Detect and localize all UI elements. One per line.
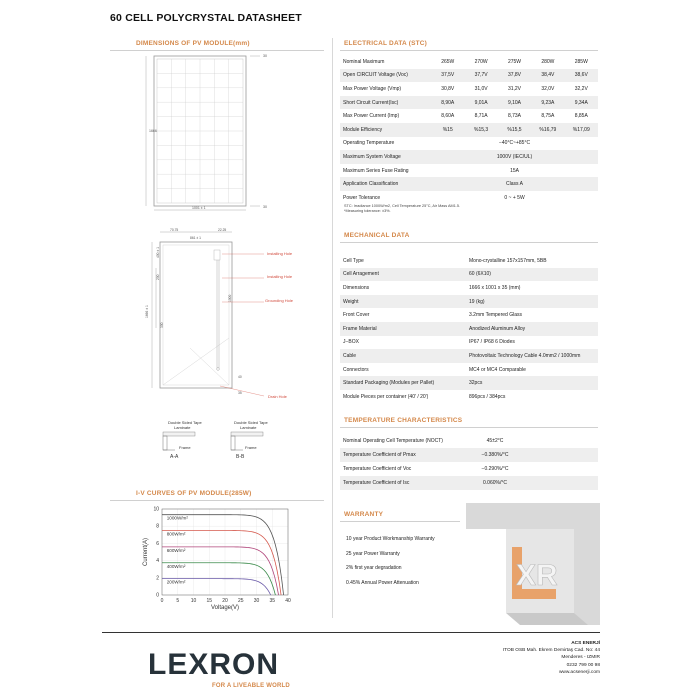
iv-curve-chart bbox=[140, 503, 300, 618]
section-aa-laminate-label: Laminate bbox=[174, 425, 191, 430]
series-label: 600W/m² bbox=[166, 547, 186, 553]
table-row bbox=[340, 254, 598, 268]
table-cell: %15,5 bbox=[498, 123, 531, 137]
table-row bbox=[340, 462, 598, 476]
y-tick-label: 10 bbox=[153, 506, 159, 513]
address-line-1: ITOB OSB Mah. Ekrem Demirtaş Cad. No: 44 bbox=[502, 648, 600, 654]
y-tick-label: 0 bbox=[156, 592, 159, 599]
y-tick-label: 4 bbox=[156, 558, 159, 565]
table-cell: 30,8V bbox=[441, 85, 455, 92]
table-cell: 9,10A bbox=[498, 96, 531, 110]
table-cell: 896pcs / 384pcs bbox=[469, 393, 506, 400]
table-cell: 1666 x 1001 x 35 (mm) bbox=[469, 284, 521, 291]
list-item: 25 year Power Warranty bbox=[346, 550, 400, 557]
table-cell: Nominal Maximum bbox=[343, 58, 385, 65]
table-cell: −40°C~+85°C bbox=[498, 140, 531, 147]
table-cell: 38,6V bbox=[565, 69, 598, 83]
website-link[interactable]: www.acsenerji.com bbox=[558, 669, 600, 675]
dim-300-label: 300 bbox=[160, 322, 164, 328]
table-cell: Maximum System Voltage bbox=[340, 150, 431, 164]
stc-note-line-1: STC: Irradiance 1000W/m2, Cell Temperature 25°C, Air Mass AM1.5. bbox=[344, 204, 461, 208]
table-cell: %15,3 bbox=[464, 123, 497, 137]
table-cell: Standard Packaging (Modules per Pallet) bbox=[340, 376, 466, 390]
table-row bbox=[340, 191, 598, 205]
table-cell: 19 (kg) bbox=[466, 295, 598, 309]
table-row bbox=[340, 164, 598, 178]
y-tick-label: 2 bbox=[156, 575, 159, 582]
dim-bottom-label: 30 bbox=[263, 205, 267, 209]
table-cell: %17,09 bbox=[565, 123, 598, 137]
temperature-table bbox=[340, 434, 598, 490]
table-cell: 9,23A bbox=[531, 96, 564, 110]
iv-curve-series bbox=[162, 547, 279, 595]
table-row bbox=[340, 349, 598, 363]
address-line-2: Menderes - IZMIR bbox=[561, 655, 600, 661]
table-cell: Photovoltaic Technology Cable 4.0mm2 / 1000mm bbox=[466, 349, 598, 363]
table-cell: Max Power Voltage (Vmp) bbox=[343, 85, 402, 92]
table-cell: 45±2°C bbox=[486, 438, 504, 444]
module-back-drawing bbox=[140, 228, 285, 404]
list-item: 2% first year degradation bbox=[346, 565, 402, 571]
table-row bbox=[340, 150, 598, 164]
table-cell: 8,71A bbox=[474, 113, 488, 120]
table-cell: Open CIRCUIT Voltage (Voc) bbox=[340, 69, 431, 83]
section-rule bbox=[110, 50, 324, 51]
table-cell: 31,0V bbox=[474, 85, 488, 92]
stc-note bbox=[344, 204, 460, 214]
section-aa-frame-label: Frame bbox=[179, 445, 191, 450]
x-tick-label: 40 bbox=[285, 598, 291, 604]
table-row bbox=[340, 476, 598, 490]
table-cell: 8,90A bbox=[431, 96, 464, 110]
table-cell: 280W bbox=[541, 58, 555, 65]
table-cell: 285W bbox=[574, 58, 588, 65]
table-cell: 8,85A bbox=[574, 113, 588, 120]
y-axis-label: Current(A) bbox=[143, 537, 149, 567]
table-cell: 8,75A bbox=[541, 113, 555, 120]
mechanical-table bbox=[340, 254, 598, 404]
table-cell: 31,2V bbox=[507, 85, 522, 92]
table-row bbox=[340, 322, 598, 336]
footer-rule bbox=[102, 632, 600, 633]
iv-curves-section-title: I-V CURVES OF PV MODULE(285W) bbox=[136, 490, 252, 497]
table-cell: 0 ~ + 5W bbox=[504, 194, 525, 201]
table-cell: 32,0V bbox=[541, 85, 555, 92]
table-cell: Front Cover bbox=[343, 312, 370, 319]
company-name: ACS ENERJİ bbox=[571, 641, 600, 646]
electrical-table bbox=[340, 55, 598, 205]
table-cell: Weight bbox=[340, 295, 466, 309]
dim-1000-label: 1000 bbox=[228, 294, 232, 302]
dimensions-section-title: DIMENSIONS OF PV MODULE(mm) bbox=[136, 40, 250, 47]
table-cell: Max Power Current (Imp) bbox=[343, 113, 400, 120]
table-cell: Temperature Coefficient of Voc bbox=[343, 466, 412, 472]
table-cell: MC4 or MC4 Comparable bbox=[469, 366, 526, 373]
table-cell: Cable bbox=[340, 349, 466, 363]
lexron-logo: LEXRON bbox=[148, 648, 280, 681]
table-cell: 0.060%/°C bbox=[470, 476, 520, 490]
section-rule bbox=[340, 242, 598, 243]
table-cell: −0.380%/°C bbox=[470, 448, 520, 462]
section-rule bbox=[340, 50, 598, 51]
grounding-hole-label: Grounding Hole bbox=[265, 298, 294, 303]
table-row bbox=[340, 308, 598, 322]
y-tick-label: 6 bbox=[156, 540, 159, 547]
list-item: 0.45% Annual Power Attenuation bbox=[346, 579, 419, 586]
side-dim-right: 22.25 bbox=[218, 228, 227, 232]
table-cell: 3.2mm Tempered Glass bbox=[469, 312, 522, 319]
table-row bbox=[340, 69, 598, 83]
x-tick-label: 35 bbox=[269, 598, 276, 604]
section-bb-name: B-B bbox=[236, 454, 245, 460]
table-cell: Connectors bbox=[343, 366, 369, 373]
table-cell: 275W bbox=[507, 58, 522, 65]
table-cell: Mono-crystalline 157x157mm, 5BB bbox=[469, 257, 547, 264]
table-cell: −0.290%/°C bbox=[481, 466, 509, 472]
table-cell: Anodized Aluminum Alloy bbox=[466, 322, 598, 336]
table-cell: 8,60A bbox=[441, 113, 455, 120]
x-tick-label: 5 bbox=[176, 598, 180, 604]
table-cell: Temperature Coefficient of Isc bbox=[340, 476, 470, 490]
module-front-drawing bbox=[140, 52, 280, 214]
table-cell: Class A bbox=[431, 177, 598, 191]
x-axis-label: Voltage(V) bbox=[210, 605, 240, 611]
dim-width-label: 1001 ± 1 bbox=[192, 206, 206, 210]
table-row bbox=[340, 268, 598, 282]
mechanical-section-title: MECHANICAL DATA bbox=[344, 232, 410, 239]
table-cell: Cell Type bbox=[343, 257, 364, 264]
table-row bbox=[340, 137, 598, 151]
table-row bbox=[340, 363, 598, 377]
stc-note-line-2: *Measuring tolerance: ±3%. bbox=[344, 209, 391, 213]
table-cell: IP67 / IP68 6 Diodes bbox=[469, 339, 515, 346]
y-tick-label: 8 bbox=[156, 523, 159, 530]
column-divider bbox=[332, 38, 333, 618]
table-cell: Application Classification bbox=[340, 177, 431, 191]
drain-hole-label: Drain Hole bbox=[268, 394, 287, 399]
table-row bbox=[340, 96, 598, 110]
section-rule bbox=[340, 521, 460, 522]
table-cell: 38,4V bbox=[531, 69, 564, 83]
table-cell: Dimensions bbox=[343, 284, 370, 291]
table-cell: Module Efficiency bbox=[340, 123, 431, 137]
page-title: 60 CELL POLYCRYSTAL DATASHEET bbox=[110, 12, 302, 24]
series-label: 200W/m² bbox=[166, 579, 186, 585]
table-cell: 8,73A bbox=[507, 113, 522, 120]
dim-40-label: 40 bbox=[238, 375, 242, 379]
table-cell: Cell Arragement bbox=[340, 268, 466, 282]
electrical-section-title: ELECTRICAL DATA (STC) bbox=[344, 40, 428, 47]
section-rule bbox=[340, 427, 598, 428]
series-label: 1000W/m² bbox=[166, 515, 188, 521]
series-label: 400W/m² bbox=[166, 563, 186, 569]
table-cell: 37,5V bbox=[431, 69, 464, 83]
section-bb-frame-label: Frame bbox=[245, 445, 257, 450]
table-cell: 9,01A bbox=[464, 96, 497, 110]
x-tick-label: 30 bbox=[253, 598, 260, 604]
table-cell: 9,34A bbox=[565, 96, 598, 110]
table-cell: Power Tolerance bbox=[343, 194, 381, 201]
section-bb-laminate-label: Laminate bbox=[240, 425, 257, 430]
series-label: 800W/m² bbox=[166, 531, 186, 537]
x-tick-label: 20 bbox=[222, 598, 228, 604]
table-cell: Temperature Coefficient of Pmax bbox=[340, 448, 470, 462]
xr-badge-graphic bbox=[466, 503, 600, 625]
table-row bbox=[340, 177, 598, 191]
table-cell: Operating Temperature bbox=[343, 140, 395, 147]
section-rule bbox=[110, 500, 324, 501]
installing-hole-label-2: Installing Hole bbox=[267, 274, 293, 279]
list-item: 10 year Product Workmanship Warranty bbox=[346, 536, 435, 542]
table-cell: 37,7V bbox=[464, 69, 497, 83]
dim-height-label: 1666 bbox=[149, 129, 157, 133]
table-cell: 265W bbox=[441, 58, 455, 65]
warranty-section-title: WARRANTY bbox=[344, 511, 384, 518]
table-row bbox=[340, 434, 598, 448]
table-cell: Frame Material bbox=[340, 322, 466, 336]
table-row bbox=[340, 281, 598, 295]
section-bb-tape-label: Double Sided Tape bbox=[234, 420, 268, 425]
dim-200-label: 200 bbox=[156, 274, 160, 280]
table-row bbox=[340, 55, 598, 69]
table-cell: Maximum Series Fuse Rating bbox=[343, 167, 409, 174]
table-row bbox=[340, 82, 598, 96]
table-cell: 32,2V bbox=[574, 85, 588, 92]
table-cell: Short Circuit Current(Isc) bbox=[340, 96, 431, 110]
table-row bbox=[340, 390, 598, 404]
dim-height-2-label: 1666 ± 1 bbox=[145, 305, 149, 318]
side-dim-left: 70.75 bbox=[170, 228, 179, 232]
phone-number: 0232 799 00 98 bbox=[566, 662, 600, 668]
x-tick-label: 15 bbox=[206, 598, 213, 604]
table-row bbox=[340, 109, 598, 123]
table-cell: Nominal Operating Cell Temperature (NOCT) bbox=[343, 438, 443, 444]
x-tick-label: 10 bbox=[190, 598, 197, 604]
table-row bbox=[340, 448, 598, 462]
company-address bbox=[503, 640, 600, 676]
table-cell: %15 bbox=[431, 123, 464, 137]
x-tick-label: 0 bbox=[160, 598, 164, 604]
dim-35-label: 35 bbox=[238, 391, 242, 395]
table-row bbox=[340, 123, 598, 137]
installing-hole-label-1: Installing Hole bbox=[267, 251, 293, 256]
section-aa-name: A-A bbox=[170, 454, 179, 460]
table-row bbox=[340, 376, 598, 390]
temperature-section-title: TEMPERATURE CHARACTERISTICS bbox=[344, 417, 463, 424]
table-cell: 37,8V bbox=[498, 69, 531, 83]
dim-400-label: 400 ± 1 bbox=[156, 247, 160, 258]
table-cell: 32pcs bbox=[466, 376, 598, 390]
table-cell: Module Pieces per container (40' / 20') bbox=[343, 393, 429, 400]
side-dim-mid: 861 ± 1 bbox=[190, 236, 201, 240]
table-cell: 1000V (IEC/UL) bbox=[431, 150, 598, 164]
table-cell: J−BOX bbox=[343, 339, 359, 346]
section-aa-tape-label: Double Sided Tape bbox=[168, 420, 202, 425]
table-row bbox=[340, 336, 598, 350]
table-cell: 15A bbox=[510, 167, 519, 174]
xr-badge-text: XR bbox=[516, 559, 558, 592]
table-cell: 270W bbox=[474, 58, 488, 65]
tagline: FOR A LIVEABLE WORLD bbox=[212, 683, 290, 689]
table-row bbox=[340, 295, 598, 309]
dim-top-label: 30 bbox=[263, 54, 267, 58]
table-cell: 60 (6X10) bbox=[466, 268, 598, 282]
table-cell: %16,79 bbox=[531, 123, 564, 137]
warranty-list bbox=[346, 532, 435, 590]
x-tick-label: 25 bbox=[237, 598, 244, 604]
